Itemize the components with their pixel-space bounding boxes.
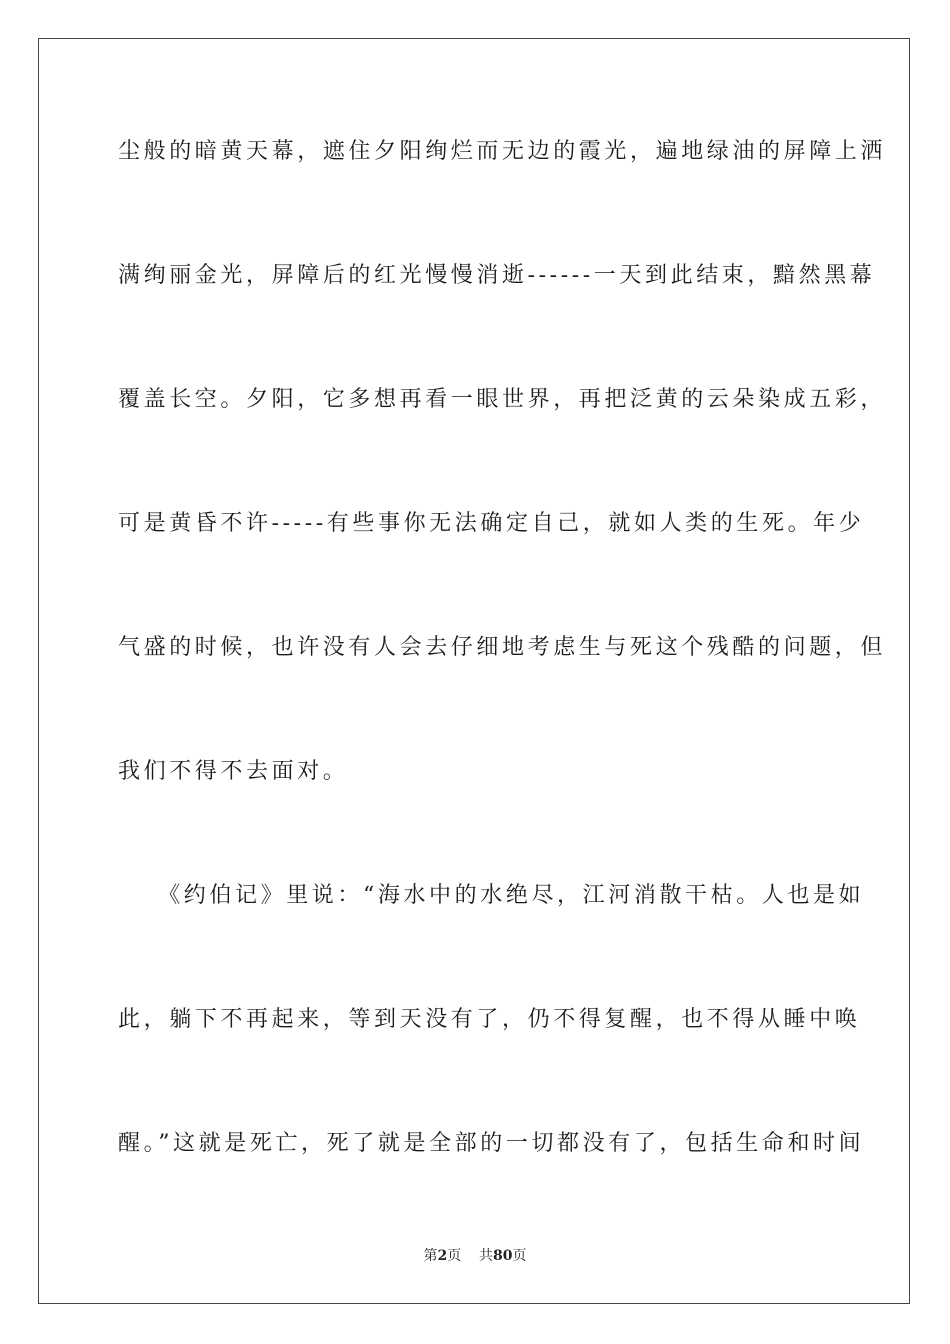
body-text-line: 覆盖长空。夕阳，它多想再看一眼世界，再把泛黄的云朵染成五彩，: [118, 387, 887, 412]
body-text-line: 气盛的时候，也许没有人会去仔细地考虑生与死这个残酷的问题，但: [118, 635, 887, 660]
body-text-line: 我们不得不去面对。: [118, 759, 349, 784]
body-text-line: 醒。”这就是死亡，死了就是全部的一切都没有了，包括生命和时间: [118, 1131, 865, 1156]
page-prefix: 第: [423, 1248, 438, 1264]
total-suffix: 页: [512, 1248, 527, 1264]
total-pages: 80: [493, 1248, 513, 1264]
page-suffix: 页: [447, 1248, 462, 1264]
body-text-line: 尘般的暗黄天幕，遮住夕阳绚烂而无边的霞光，遍地绿油的屏障上洒: [118, 139, 887, 164]
total-prefix: 共: [479, 1248, 494, 1264]
body-text-line: 满绚丽金光，屏障后的红光慢慢消逝------一天到此结束，黯然黑幕: [118, 263, 876, 288]
page-footer: [0, 1246, 950, 1266]
body-text-line: 可是黄昏不许-----有些事你无法确定自己，就如人类的生死。年少: [118, 511, 865, 536]
page-number: 2: [437, 1248, 448, 1264]
body-text-line: 此，躺下不再起来，等到天没有了，仍不得复醒，也不得从睡中唤: [118, 1007, 861, 1032]
body-text-line: 《约伯记》里说：“海水中的水绝尽，江河消散干枯。人也是如: [118, 883, 865, 908]
page-border: [38, 38, 910, 1304]
